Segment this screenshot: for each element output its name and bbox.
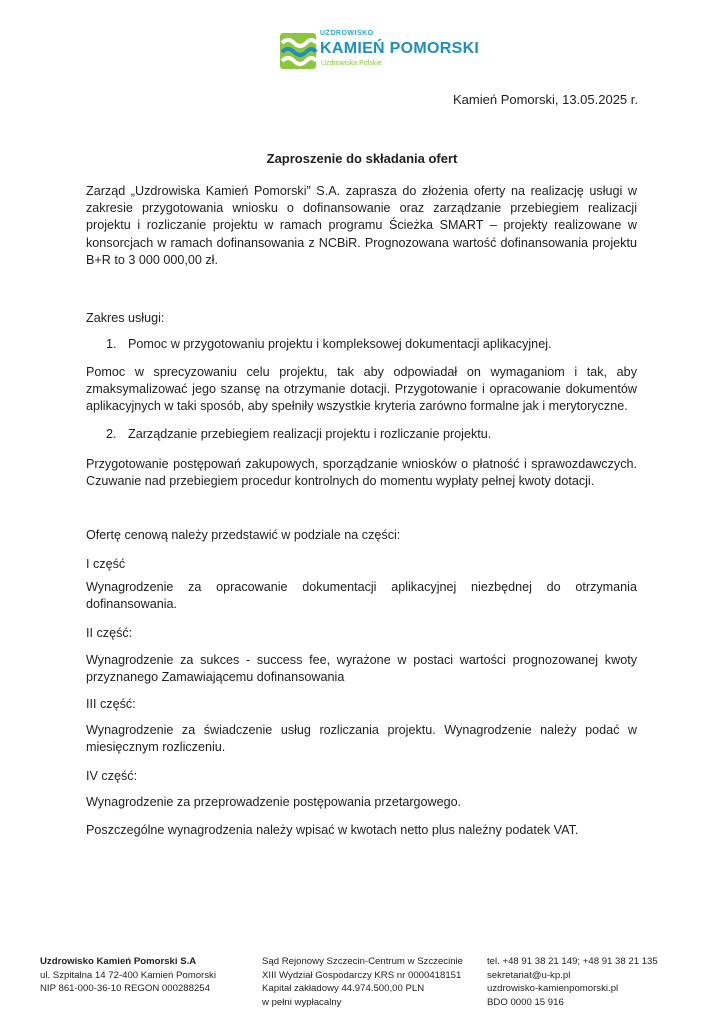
scope-item-2-text: Zarządzanie przebiegiem realizacji projektu i rozliczanie projektu. bbox=[128, 427, 492, 441]
scope-item-1 bbox=[106, 336, 636, 353]
footer-phone: tel. +48 91 38 21 149; +48 91 38 21 135 bbox=[487, 956, 658, 967]
footer-company-name: Uzdrowisko Kamień Pomorski S.A bbox=[40, 956, 197, 967]
scope-item-2-number: 2. bbox=[106, 427, 117, 441]
part-1-text: Wynagrodzenie za opracowanie dokumentacji aplikacyjnej niezbędnej do otrzymania dofinansowania. bbox=[86, 580, 637, 612]
offer-heading: Ofertę cenową należy przedstawić w podziale na części: bbox=[86, 528, 401, 542]
document-title: Zaproszenie do składania ofert bbox=[266, 151, 458, 166]
intro-paragraph: Zarząd „Uzdrowiska Kamień Pomorski” S.A. zaprasza do złożenia oferty na realizację usługi w zakresie przygotowania wniosku o dofinansowanie oraz zarządzanie przebiegiem realizacji projektu i rozliczanie projektu w ramach programu Ścieżka SMART – projekty realizowane w konsorcjach w ramach dofinansowania z NCBiR. Prognozowana wartość dofinansowania projektu B+R to 3 000 000,00 zł. bbox=[86, 184, 637, 267]
footer-capital: Kapitał zakładowy 44.974.500,00 PLN bbox=[262, 983, 425, 995]
part-4-label: IV część: bbox=[86, 769, 138, 783]
document-date: Kamień Pomorski, 13.05.2025 r. bbox=[453, 92, 638, 107]
final-note: Poszczególne wynagrodzenia należy wpisać w kwotach netto plus należny podatek VAT. bbox=[86, 823, 579, 837]
scope-item-2-description: Przygotowanie postępowań zakupowych, sporządzanie wniosków o płatność i sprawozdawczych. Czuwanie nad przebiegiem procedur kontrolnych do momentu wypłaty pełnej kwoty dotacji. bbox=[86, 457, 637, 489]
scope-item-2 bbox=[106, 426, 636, 443]
waves-logo-icon bbox=[278, 31, 318, 71]
scope-heading: Zakres usługi: bbox=[86, 311, 165, 325]
footer-bdo: BDO 0000 15 916 bbox=[487, 996, 564, 1008]
logo-subtitle: Uzdrowiska Polskie bbox=[321, 60, 382, 67]
company-logo bbox=[278, 27, 480, 75]
logo-name: KAMIEŃ POMORSKI bbox=[320, 40, 480, 57]
part-3-label: III część: bbox=[86, 697, 136, 711]
footer-company bbox=[40, 955, 250, 996]
part-1-label: I część bbox=[86, 557, 126, 571]
part-2-label: II część: bbox=[86, 626, 133, 640]
footer-company-ids: NIP 861-000-36-10 REGON 000288254 bbox=[40, 983, 210, 995]
part-4-text: Wynagrodzenie za przeprowadzenie postępowania przetargowego. bbox=[86, 795, 462, 809]
footer-company-address: ul. Szpitalna 14 72-400 Kamień Pomorski bbox=[40, 969, 216, 981]
scope-item-1-text: Pomoc w przygotowaniu projektu i kompleksowej dokumentacji aplikacyjnej. bbox=[128, 337, 552, 351]
part-2-text: Wynagrodzenie za sukces - success fee, wyrażone w postaci wartości prognozowanej kwoty przyznanego Zamawiającemu dofinansowania bbox=[86, 653, 637, 685]
footer-krs: XIII Wydział Gospodarczy KRS nr 0000418151 bbox=[262, 969, 462, 981]
footer-paid: w pełni wypłacalny bbox=[262, 996, 342, 1008]
footer-email-link[interactable]: sekretariat@u-kp.pl bbox=[487, 969, 571, 981]
logo-top-text: UZDROWISKO bbox=[320, 30, 374, 37]
footer-court: Sąd Rejonowy Szczecin-Centrum w Szczecinie bbox=[262, 956, 464, 967]
part-3-text: Wynagrodzenie za świadczenie usług rozliczania projektu. Wynagrodzenie należy podać w miesięcznym rozliczeniu. bbox=[86, 723, 637, 755]
footer-website-link[interactable]: uzdrowisko-kamienpomorski.pl bbox=[487, 983, 619, 995]
footer-contact bbox=[487, 955, 697, 1009]
scope-item-1-description: Pomoc w sprecyzowaniu celu projektu, tak aby odpowiadał on wymaganiom i tak, aby zmaksymalizować jego szansę na otrzymanie dotacji. Przygotowanie i opracowanie dokumentów aplikacyjnych w taki sposób, aby spełniły wszystkie kryteria zarówno formalne jak i merytoryczne. bbox=[86, 365, 637, 414]
scope-item-1-number: 1. bbox=[106, 337, 117, 351]
footer-registry bbox=[262, 955, 492, 1009]
